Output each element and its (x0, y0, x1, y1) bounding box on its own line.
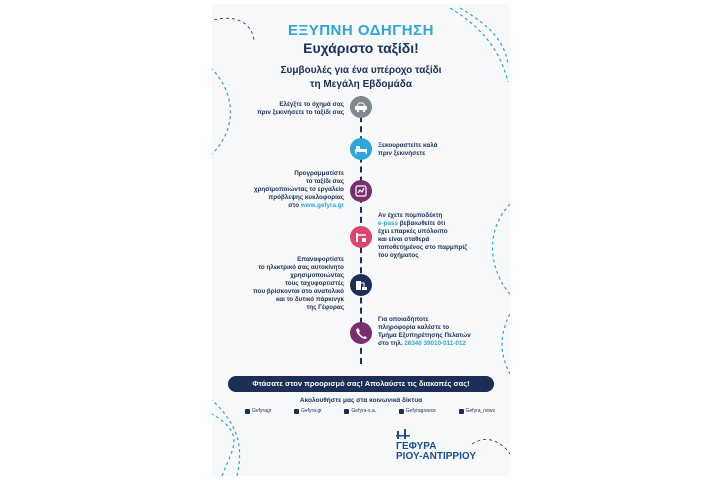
tip-1-line: Ελέγξτε το όχημά σας (279, 101, 344, 108)
tip-4-line: βεβαιωθείτε ότι (397, 220, 446, 227)
tip-5-line: τους ταχυφορτιστές (285, 280, 344, 287)
x-icon (459, 409, 464, 414)
tip-4-circle (350, 226, 372, 248)
tip-5-line: Επαναφορτίστε (297, 256, 344, 263)
tip-2-circle (350, 138, 372, 160)
youtube-icon (399, 409, 404, 414)
traffic-forecast-icon (354, 184, 368, 198)
subtitle-line-1: Συμβουλές για ένα υπέροχο ταξίδι (280, 65, 442, 76)
tip-6-line: στο τηλ. (378, 340, 405, 347)
social-link-x[interactable] (459, 408, 495, 414)
arrival-banner: Φτάσατε στον προορισμό σας! Απολαύστε τις διακοπές σας! (228, 376, 494, 392)
tip-6-text (378, 316, 504, 348)
linkedin-icon (344, 409, 349, 414)
social-label: Gefyra_news (465, 408, 495, 414)
tip-6-line: πληροφορία καλέστε το (378, 324, 450, 331)
car-check-icon (354, 100, 368, 114)
tip-4-line: τοποθετημένος στο παρμπρίζ (378, 244, 468, 251)
tip-6-circle (350, 322, 372, 344)
gefyra-website-link[interactable]: www.gefyra.gr (300, 202, 344, 209)
tip-3-line: στο (288, 202, 301, 209)
social-link-instagram[interactable] (294, 408, 322, 414)
logo-text-line-1: ΓΕΦΥΡΑ (396, 441, 437, 452)
tip-5-line: το ηλεκτρικό σας αυτοκίνητο (258, 264, 344, 271)
tip-5-text (232, 256, 344, 312)
toll-pass-icon (354, 230, 368, 244)
social-label: Gefyra-s.a. (351, 408, 377, 414)
tip-4-line: και είναι σταθερά (378, 236, 430, 243)
tip-1-line: πριν ξεκινήσετε το ταξίδι σας (256, 109, 344, 116)
tip-5-line: που βρίσκονται στο ανατολικό (252, 288, 344, 295)
tip-3-circle (350, 180, 372, 202)
follow-us-label: Ακολουθήστε μας στα κοινωνικά δίκτυα (299, 397, 423, 404)
bed-icon (354, 142, 368, 156)
tip-1-circle (350, 96, 372, 118)
logo-text-line-2: ΡΙΟΥ-ΑΝΤΙΡΡΙΟΥ (396, 451, 477, 462)
tip-2-text (378, 142, 498, 158)
tip-2-line: Ξεκουραστείτε καλά (378, 142, 438, 149)
social-label: Gefyra.gr (301, 408, 322, 414)
tip-5-circle (350, 274, 372, 296)
tip-4-line: έχει επαρκές υπόλοιπο (378, 228, 448, 235)
poster (212, 4, 510, 476)
tip-2-line: πριν ξεκινήσετε (378, 150, 426, 157)
customer-service-phone[interactable]: 26340 39010-011-012 (404, 340, 466, 347)
bridge-logo-icon (396, 429, 410, 439)
tip-3-line: χρησιμοποιώντας το εργαλείο (253, 186, 344, 193)
social-label: Gefyragr (252, 408, 272, 414)
phone-icon (354, 326, 368, 340)
headline-greeting: Ευχάριστο ταξίδι! (303, 40, 419, 56)
social-links (245, 408, 495, 414)
tip-6-line: Για οποιαδήποτε (378, 316, 429, 323)
facebook-icon (245, 409, 250, 414)
social-link-linkedin[interactable] (344, 408, 376, 414)
headline: ΕΞΥΠΝΗ ΟΔΗΓΗΣΗ (288, 22, 434, 39)
tip-4-line: Αν έχετε πομποδέκτη (378, 212, 443, 219)
tip-4-line: του οχήματος (378, 252, 419, 259)
tip-6-line: Τμήμα Εξυπηρέτησης Πελατών (378, 332, 471, 339)
social-label: Gefyragreece (405, 408, 436, 414)
tip-3-line: πρόβλεψης κυκλοφορίας (268, 194, 344, 201)
social-link-youtube[interactable] (399, 408, 436, 414)
tip-3-text (232, 170, 344, 210)
tip-3-line: το ταξίδι σας (305, 178, 344, 185)
subtitle-line-2: τη Μεγάλη Εβδομάδα (309, 79, 412, 90)
e-pass-link[interactable]: e-pass (378, 220, 398, 227)
tip-5-line: χρησιμοποιώντας (290, 272, 344, 279)
ev-charger-icon (354, 278, 368, 292)
tip-5-line: και το δυτικό πάρκινγκ (275, 296, 344, 303)
social-link-facebook[interactable] (245, 408, 271, 414)
tip-3-line: Προγραμματίστε (294, 170, 344, 177)
tip-5-line: της Γέφυρας (306, 304, 344, 311)
tip-1-text (232, 101, 344, 117)
instagram-icon (294, 409, 299, 414)
tip-4-text (378, 212, 500, 260)
